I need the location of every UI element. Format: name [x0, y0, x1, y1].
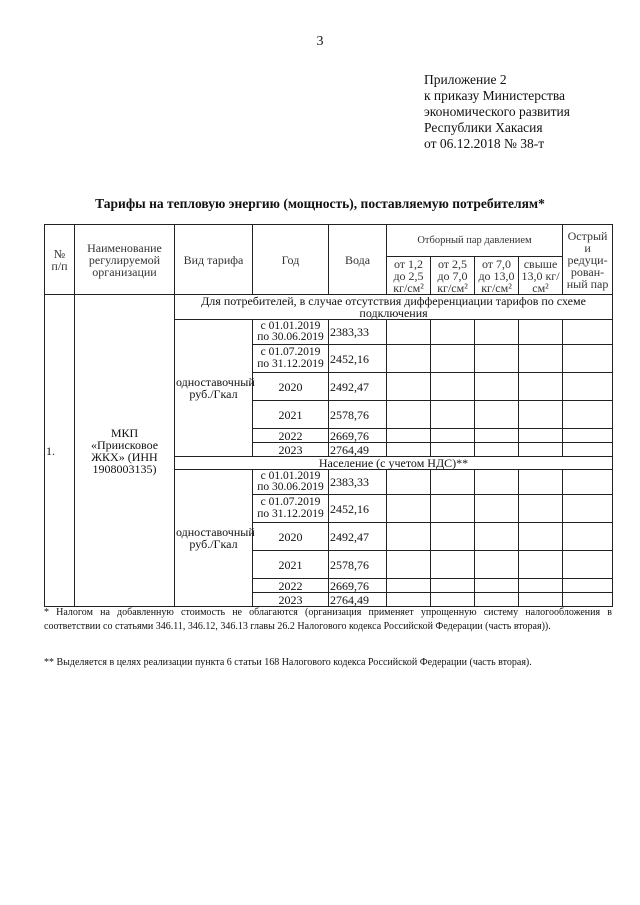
subheader-pressure: от 1,2 до 2,5 кг/см²	[387, 257, 431, 295]
empty-cell	[519, 593, 563, 607]
empty-cell	[475, 345, 519, 373]
subheader-pressure: свыше 13,0 кг/см²	[519, 257, 563, 295]
empty-cell	[519, 345, 563, 373]
water-value: 2764,49	[329, 443, 387, 457]
subheader-pressure: от 7,0 до 13,0 кг/см²	[475, 257, 519, 295]
empty-cell	[519, 495, 563, 523]
empty-cell	[519, 470, 563, 495]
empty-cell	[475, 373, 519, 401]
empty-cell	[563, 470, 613, 495]
empty-cell	[475, 579, 519, 593]
water-value: 2452,16	[329, 495, 387, 523]
empty-cell	[387, 523, 431, 551]
empty-cell	[431, 429, 475, 443]
header-number	[45, 225, 75, 295]
water-value: 2492,47	[329, 523, 387, 551]
empty-cell	[563, 495, 613, 523]
period-line: по 31.12.2019	[257, 357, 324, 370]
empty-cell	[563, 593, 613, 607]
water-value: 2764,49	[329, 593, 387, 607]
empty-cell	[475, 593, 519, 607]
empty-cell	[519, 523, 563, 551]
water-value: 2578,76	[329, 551, 387, 579]
period-cell: 2023	[253, 593, 329, 607]
empty-cell	[387, 345, 431, 373]
period-cell: 2022	[253, 579, 329, 593]
header-number-line: п/п	[51, 258, 68, 273]
empty-cell	[475, 443, 519, 457]
empty-cell	[563, 320, 613, 345]
empty-cell	[519, 401, 563, 429]
empty-cell	[387, 470, 431, 495]
section-title: Для потребителей, в случае отсутствия дифференциации тарифов по схеме подключения	[175, 295, 613, 320]
water-value: 2669,76	[329, 579, 387, 593]
table-header-row	[45, 225, 613, 257]
header-organization: Наименование регулируемой организации	[75, 225, 175, 295]
empty-cell	[431, 373, 475, 401]
empty-cell	[475, 401, 519, 429]
empty-cell	[475, 495, 519, 523]
empty-cell	[519, 373, 563, 401]
appendix-block	[424, 72, 570, 152]
empty-cell	[563, 345, 613, 373]
header-tariff-kind: Вид тарифа	[175, 225, 253, 295]
empty-cell	[387, 495, 431, 523]
empty-cell	[431, 523, 475, 551]
empty-cell	[387, 443, 431, 457]
period-cell: 2023	[253, 443, 329, 457]
empty-cell	[431, 470, 475, 495]
period-cell	[253, 495, 329, 523]
section-title: Население (с учетом НДС)**	[175, 457, 613, 470]
period-line: по 30.06.2019	[257, 481, 324, 493]
empty-cell	[519, 443, 563, 457]
appendix-line: от 06.12.2018 № 38-т	[424, 136, 545, 151]
empty-cell	[563, 429, 613, 443]
empty-cell	[563, 523, 613, 551]
tariffs-table	[44, 224, 613, 607]
water-value: 2383,33	[329, 470, 387, 495]
empty-cell	[387, 579, 431, 593]
empty-cell	[563, 443, 613, 457]
period-cell	[253, 345, 329, 373]
empty-cell	[431, 551, 475, 579]
empty-cell	[475, 523, 519, 551]
water-value: 2669,76	[329, 429, 387, 443]
period-line: по 30.06.2019	[257, 331, 324, 343]
empty-cell	[519, 579, 563, 593]
period-line: с 01.01.2019	[260, 319, 321, 332]
period-line: с 01.07.2019	[260, 496, 321, 508]
empty-cell	[563, 401, 613, 429]
empty-cell	[431, 579, 475, 593]
period-cell: 2020	[253, 523, 329, 551]
appendix-line: Приложение 2	[424, 72, 507, 87]
footnote-vat-exempt: * Налогом на добавленную стоимость не облагаются (организация применяет упрощенную систему налогообложения в соответствии со статьями 346.11, 346.12, 346.13 главы 26.2 Налогового кодекса Российской Федерации (часть вторая)).	[44, 607, 612, 632]
empty-cell	[387, 551, 431, 579]
empty-cell	[475, 429, 519, 443]
empty-cell	[563, 551, 613, 579]
document-title-text: Тарифы на тепловую энергию (мощность), поставляемую потребителям	[95, 196, 539, 211]
document-title	[0, 196, 640, 212]
empty-cell	[563, 579, 613, 593]
header-water: Вода	[329, 225, 387, 295]
empty-cell	[519, 551, 563, 579]
organization-name: МКП «Приисковое ЖКХ» (ИНН 1908003135)	[75, 295, 175, 607]
period-cell: 2020	[253, 373, 329, 401]
water-value: 2492,47	[329, 373, 387, 401]
page-number: 3	[316, 34, 324, 49]
water-value: 2578,76	[329, 401, 387, 429]
empty-cell	[387, 593, 431, 607]
period-cell	[253, 320, 329, 345]
period-cell: 2021	[253, 551, 329, 579]
period-line: с 01.07.2019	[260, 346, 321, 358]
empty-cell	[519, 429, 563, 443]
footnote-vat-included: ** Выделяется в целях реализации пункта 6 статьи 168 Налогового кодекса Российской Федерации (часть вторая).	[44, 657, 532, 668]
period-cell	[253, 470, 329, 495]
empty-cell	[475, 320, 519, 345]
empty-cell	[387, 320, 431, 345]
empty-cell	[519, 320, 563, 345]
period-cell: 2021	[253, 401, 329, 429]
empty-cell	[431, 495, 475, 523]
period-line: по 31.12.2019	[257, 507, 324, 520]
water-value: 2452,16	[329, 345, 387, 373]
empty-cell	[431, 345, 475, 373]
empty-cell	[563, 373, 613, 401]
period-cell: 2022	[253, 429, 329, 443]
row-number: 1.	[45, 295, 75, 607]
appendix-line: экономического развития	[424, 104, 570, 119]
empty-cell	[475, 470, 519, 495]
tariff-kind: одноставочный руб./Гкал	[175, 470, 253, 607]
empty-cell	[431, 443, 475, 457]
empty-cell	[387, 401, 431, 429]
water-value: 2383,33	[329, 320, 387, 345]
header-year: Год	[253, 225, 329, 295]
header-steam: Отборный пар давлением	[387, 225, 563, 257]
header-sharp-steam: Острый и редуци-рован-ный пар	[563, 225, 613, 295]
section-title-row	[45, 295, 613, 320]
empty-cell	[431, 320, 475, 345]
empty-cell	[387, 429, 431, 443]
empty-cell	[431, 593, 475, 607]
period-line: с 01.01.2019	[260, 469, 321, 482]
tariff-kind: одноставочный руб./Гкал	[175, 320, 253, 457]
empty-cell	[387, 373, 431, 401]
footnote-mark: *	[538, 196, 545, 211]
appendix-line: к приказу Министерства	[424, 88, 566, 103]
header-number-line: №	[53, 246, 66, 261]
empty-cell	[475, 551, 519, 579]
appendix-line: Республики Хакасия	[424, 120, 543, 135]
subheader-pressure: от 2,5 до 7,0 кг/см²	[431, 257, 475, 295]
empty-cell	[431, 401, 475, 429]
